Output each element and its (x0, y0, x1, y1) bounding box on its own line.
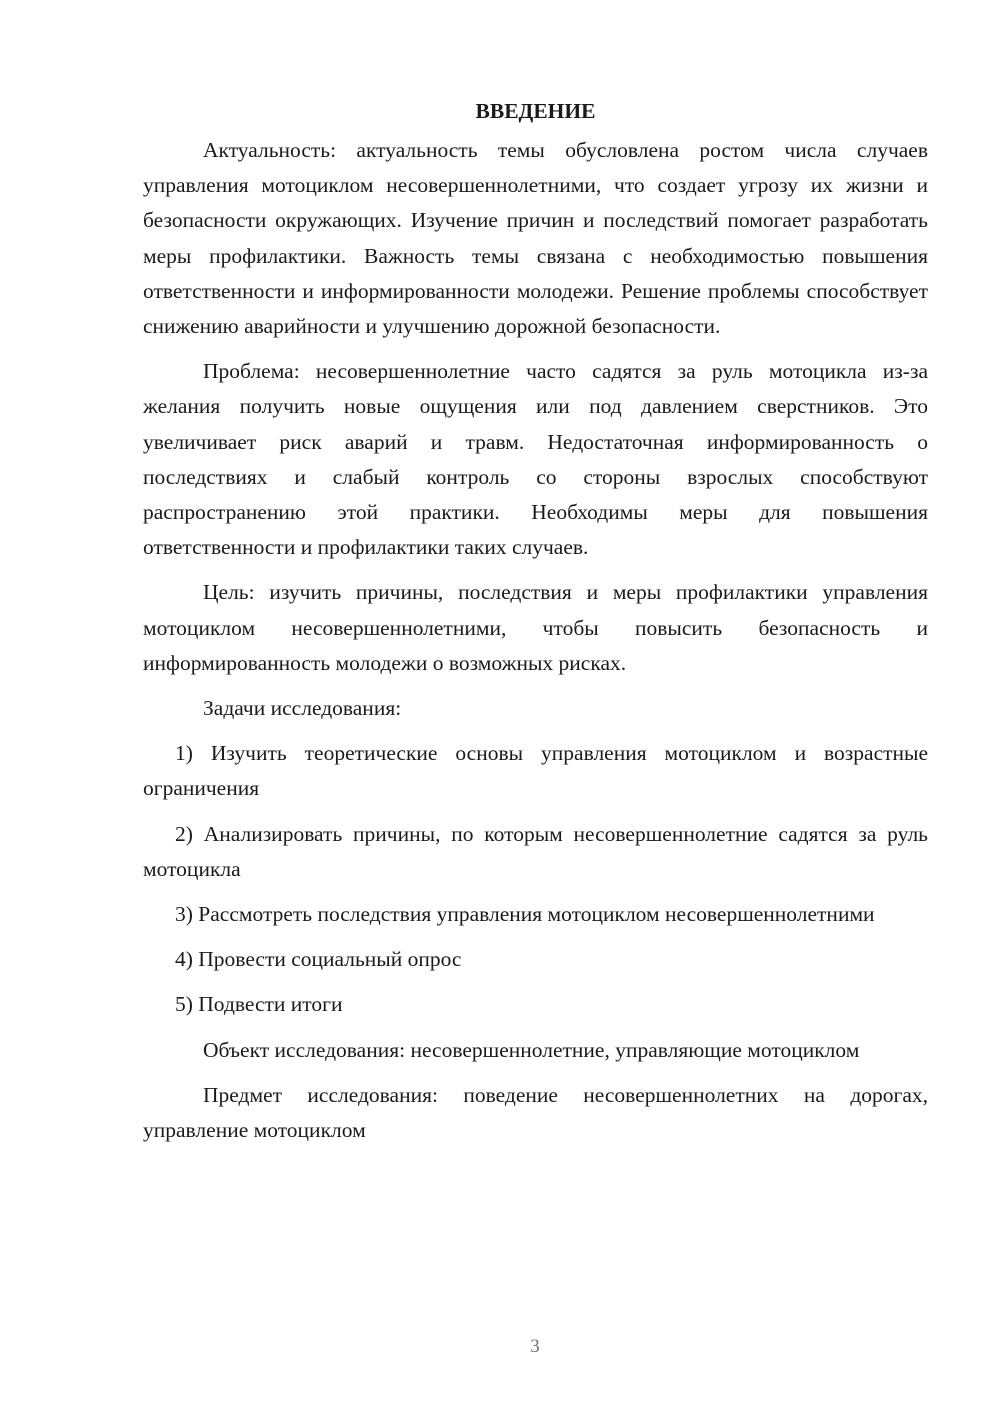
paragraph-research-subject: Предмет исследования: поведение несовершеннолетних на дорогах, управление мотоциклом (143, 1082, 928, 1143)
paragraph-problem: Проблема: несовершеннолетние часто садятся за руль мотоцикла из-за желания получить новые ощущения или под давлением сверстников. Это увеличивает риск аварий и травм. Недостаточная информированность о последствиях и слабый контроль со стороны взрослых способствуют распространению этой практики. Необходимы меры для повышения ответственности и профилактики таких случаев. (143, 359, 928, 560)
task-item-4: 4) Провести социальный опрос (175, 947, 462, 972)
page-number: 3 (530, 1336, 540, 1357)
task-item-5: 5) Подвести итоги (175, 992, 343, 1017)
paragraph-goal: Цель: изучить причины, последствия и меры профилактики управления мотоциклом несовершеннолетними, чтобы повысить безопасность и информированность молодежи о возможных рисках. (143, 580, 928, 675)
tasks-heading: Задачи исследования: (203, 696, 402, 721)
paragraph-research-object: Объект исследования: несовершеннолетние, управляющие мотоциклом (203, 1037, 860, 1062)
task-item-1: 1) Изучить теоретические основы управления мотоциклом и возрастные ограничения (143, 741, 928, 801)
page-title: ВВЕДЕНИЕ (475, 99, 596, 123)
paragraph-relevance: Актуальность: актуальность темы обусловлена ростом числа случаев управления мотоциклом несовершеннолетними, что создает угрозу их жизни и безопасности окружающих. Изучение причин и последствий помогает разработать меры профилактики. Важность темы связана с необходимостью повышения ответственности и информированности молодежи. Решение проблемы способствует снижению аварийности и улучшению дорожной безопасности. (143, 138, 928, 339)
page-content (143, 94, 928, 1158)
task-item-2: 2) Анализировать причины, по которым несовершеннолетние садятся за руль мотоцикла (143, 821, 928, 881)
task-item-3: 3) Рассмотреть последствия управления мотоциклом несовершеннолетними (175, 902, 875, 927)
